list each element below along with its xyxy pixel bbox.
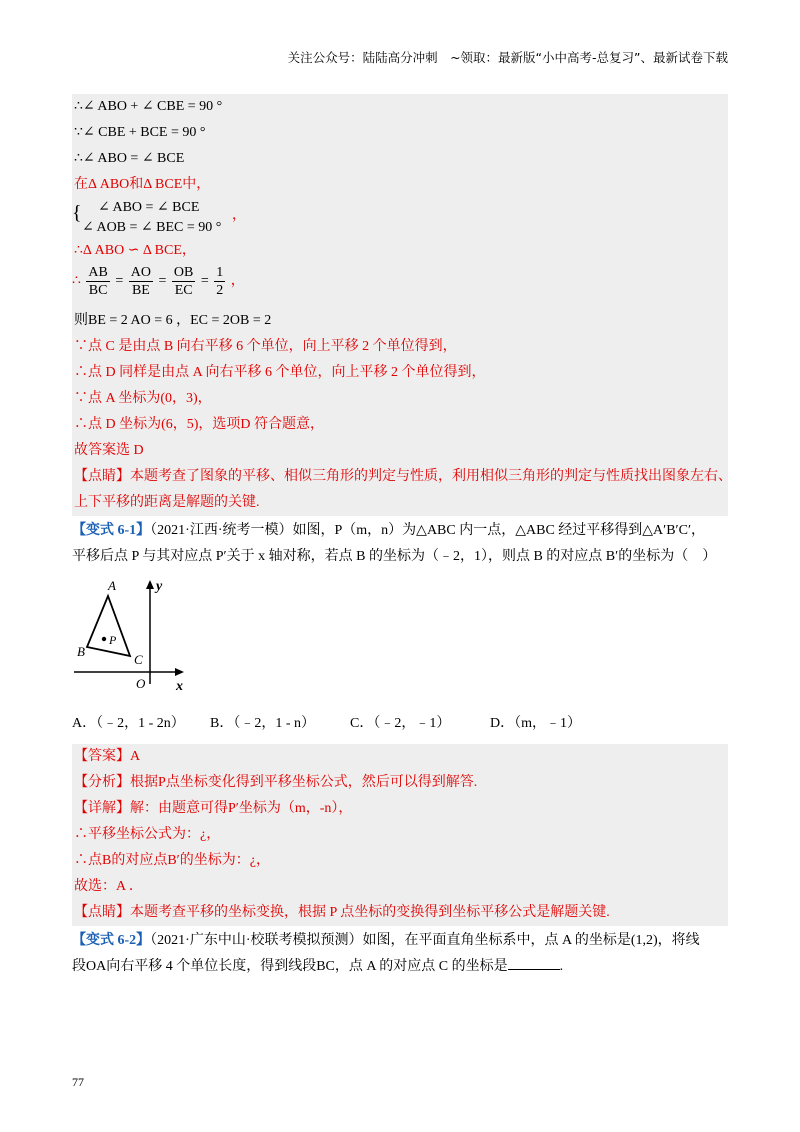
- equals-sign: =: [158, 273, 167, 289]
- detail-line: ∴平移坐标公式为：¿，: [74, 827, 221, 842]
- solution-line: ∴∠ ABO + ∠ CBE = 90 °: [74, 99, 223, 114]
- brace-symbol: {: [72, 202, 82, 224]
- comment-line: 【点睛】本题考查了图象的平移、相似三角形的判定与性质，利用相似三角形的判定与性质找出图象左右、: [74, 469, 732, 484]
- ratio-equation: [72, 264, 728, 308]
- answer-line: 【答案】A: [74, 749, 141, 764]
- equals-sign: =: [200, 273, 209, 289]
- question-line: 【变式 6-2】（2021·广东中山·校联考模拟预测）如图，在平面直角坐标系中，点 A 的坐标是(1,2)，将线: [72, 933, 700, 948]
- question-line: 段OA向右平移 4 个单位长度，得到线段BC，点 A 的对应点 C 的坐标是 .: [72, 954, 728, 980]
- option-a[interactable]: A．（﹣2，1 - 2n）: [72, 716, 185, 731]
- equation-system: [72, 198, 728, 238]
- solution-line: 则BE = 2 AO = 6 ，EC = 2OB = 2: [74, 313, 272, 328]
- solution-line: ∵点 A 坐标为(0，3)，: [74, 391, 212, 406]
- fraction: $\frac{AB}{BC}$: [88, 265, 108, 298]
- detail-line: 【详解】解：由题意可得P′坐标为（m，-n），: [74, 801, 353, 816]
- x-axis-arrow: [175, 668, 184, 676]
- triangle-abc: [87, 596, 130, 656]
- fraction: $\frac{AO}{BE}$: [130, 265, 152, 298]
- variant-6-1: [72, 518, 728, 570]
- detail-line: ∴点B的对应点B′的坐标为：¿，: [74, 853, 270, 868]
- equals-sign: =: [115, 273, 124, 289]
- solution-line: ∵点 C 是由点 B 向右平移 6 个单位，向上平移 2 个单位得到，: [74, 339, 457, 354]
- triangle-figure: [72, 576, 728, 706]
- label-b: B: [77, 644, 85, 659]
- variant-tag: 【变式 6-1】: [72, 523, 151, 538]
- point-p: [102, 637, 106, 641]
- label-p: P: [109, 633, 117, 647]
- comment-line: 【点睛】本题考查平移的坐标变换，根据 P 点坐标的变换得到坐标平移公式是解题关键.: [74, 905, 610, 920]
- solution-line: ∴点 D 坐标为(6，5)，选项D 符合题意，: [74, 417, 325, 432]
- solution-line: 故答案选 D: [74, 443, 144, 458]
- page-content: [72, 94, 732, 980]
- option-d[interactable]: D．（m，﹣1）: [490, 716, 581, 731]
- solution-line: ∵∠ CBE + BCE = 90 °: [74, 125, 206, 140]
- detail-line: 故选：A ．: [74, 879, 143, 894]
- question-line: 平移后点 P 与其对应点 P′关于 x 轴对称，若点 B 的坐标为（﹣2，1），则点 B 的对应点 B′的坐标为（ ）: [72, 549, 717, 564]
- answer-options: [72, 710, 728, 738]
- comma: ，: [230, 273, 245, 289]
- label-o: O: [136, 676, 146, 691]
- analysis-line: 【分析】根据P点坐标变化得到平移坐标公式，然后可以得到解答.: [74, 775, 478, 790]
- y-axis-arrow: [146, 580, 154, 589]
- comment-line: 上下平移的距离是解题的关键.: [74, 495, 260, 510]
- question-line: 【变式 6-1】（2021·江西·统考一模）如图，P（m，n）为△ABC 内一点，△ABC 经过平移得到△A′B′C′，: [72, 523, 706, 538]
- therefore-symbol: ∴: [72, 273, 81, 289]
- fraction: $\frac{OB}{EC}$: [173, 265, 194, 298]
- label-y: y: [156, 579, 163, 594]
- fraction: $\frac{1}{2}$: [216, 265, 224, 298]
- solution-line: ∴点 D 同样是由点 A 向右平移 6 个单位，向上平移 2 个单位得到，: [74, 365, 486, 380]
- system-line: ∠ AOB = ∠ BEC = 90 °: [82, 220, 222, 235]
- option-c[interactable]: C．（﹣2，﹣1）: [350, 716, 451, 731]
- variant1-solution: [72, 744, 728, 926]
- option-b[interactable]: B．（﹣2，1 - n）: [210, 716, 315, 731]
- system-comma: ，: [232, 208, 246, 223]
- label-c: C: [134, 652, 143, 667]
- page-number: 77: [72, 1075, 84, 1089]
- page-header: 关注公众号：陆陆高分冲刺 ~领取：最新版“小中高考-总复习”、最新试卷下载: [287, 50, 728, 65]
- variant-6-2: [72, 928, 728, 980]
- system-line: ∠ ABO = ∠ BCE: [98, 200, 200, 215]
- solution-line: ∴Δ ABO ∽ Δ BCE，: [74, 243, 196, 258]
- solution-line: ∴∠ ABO = ∠ BCE: [74, 151, 185, 166]
- solution-block: [72, 94, 732, 516]
- answer-blank[interactable]: [508, 955, 560, 970]
- variant-tag: 【变式 6-2】: [72, 933, 151, 948]
- solution-line: 在Δ ABO和Δ BCE中，: [74, 177, 211, 192]
- coordinate-figure: [72, 576, 212, 706]
- label-a: A: [108, 578, 116, 593]
- label-x: x: [176, 679, 183, 694]
